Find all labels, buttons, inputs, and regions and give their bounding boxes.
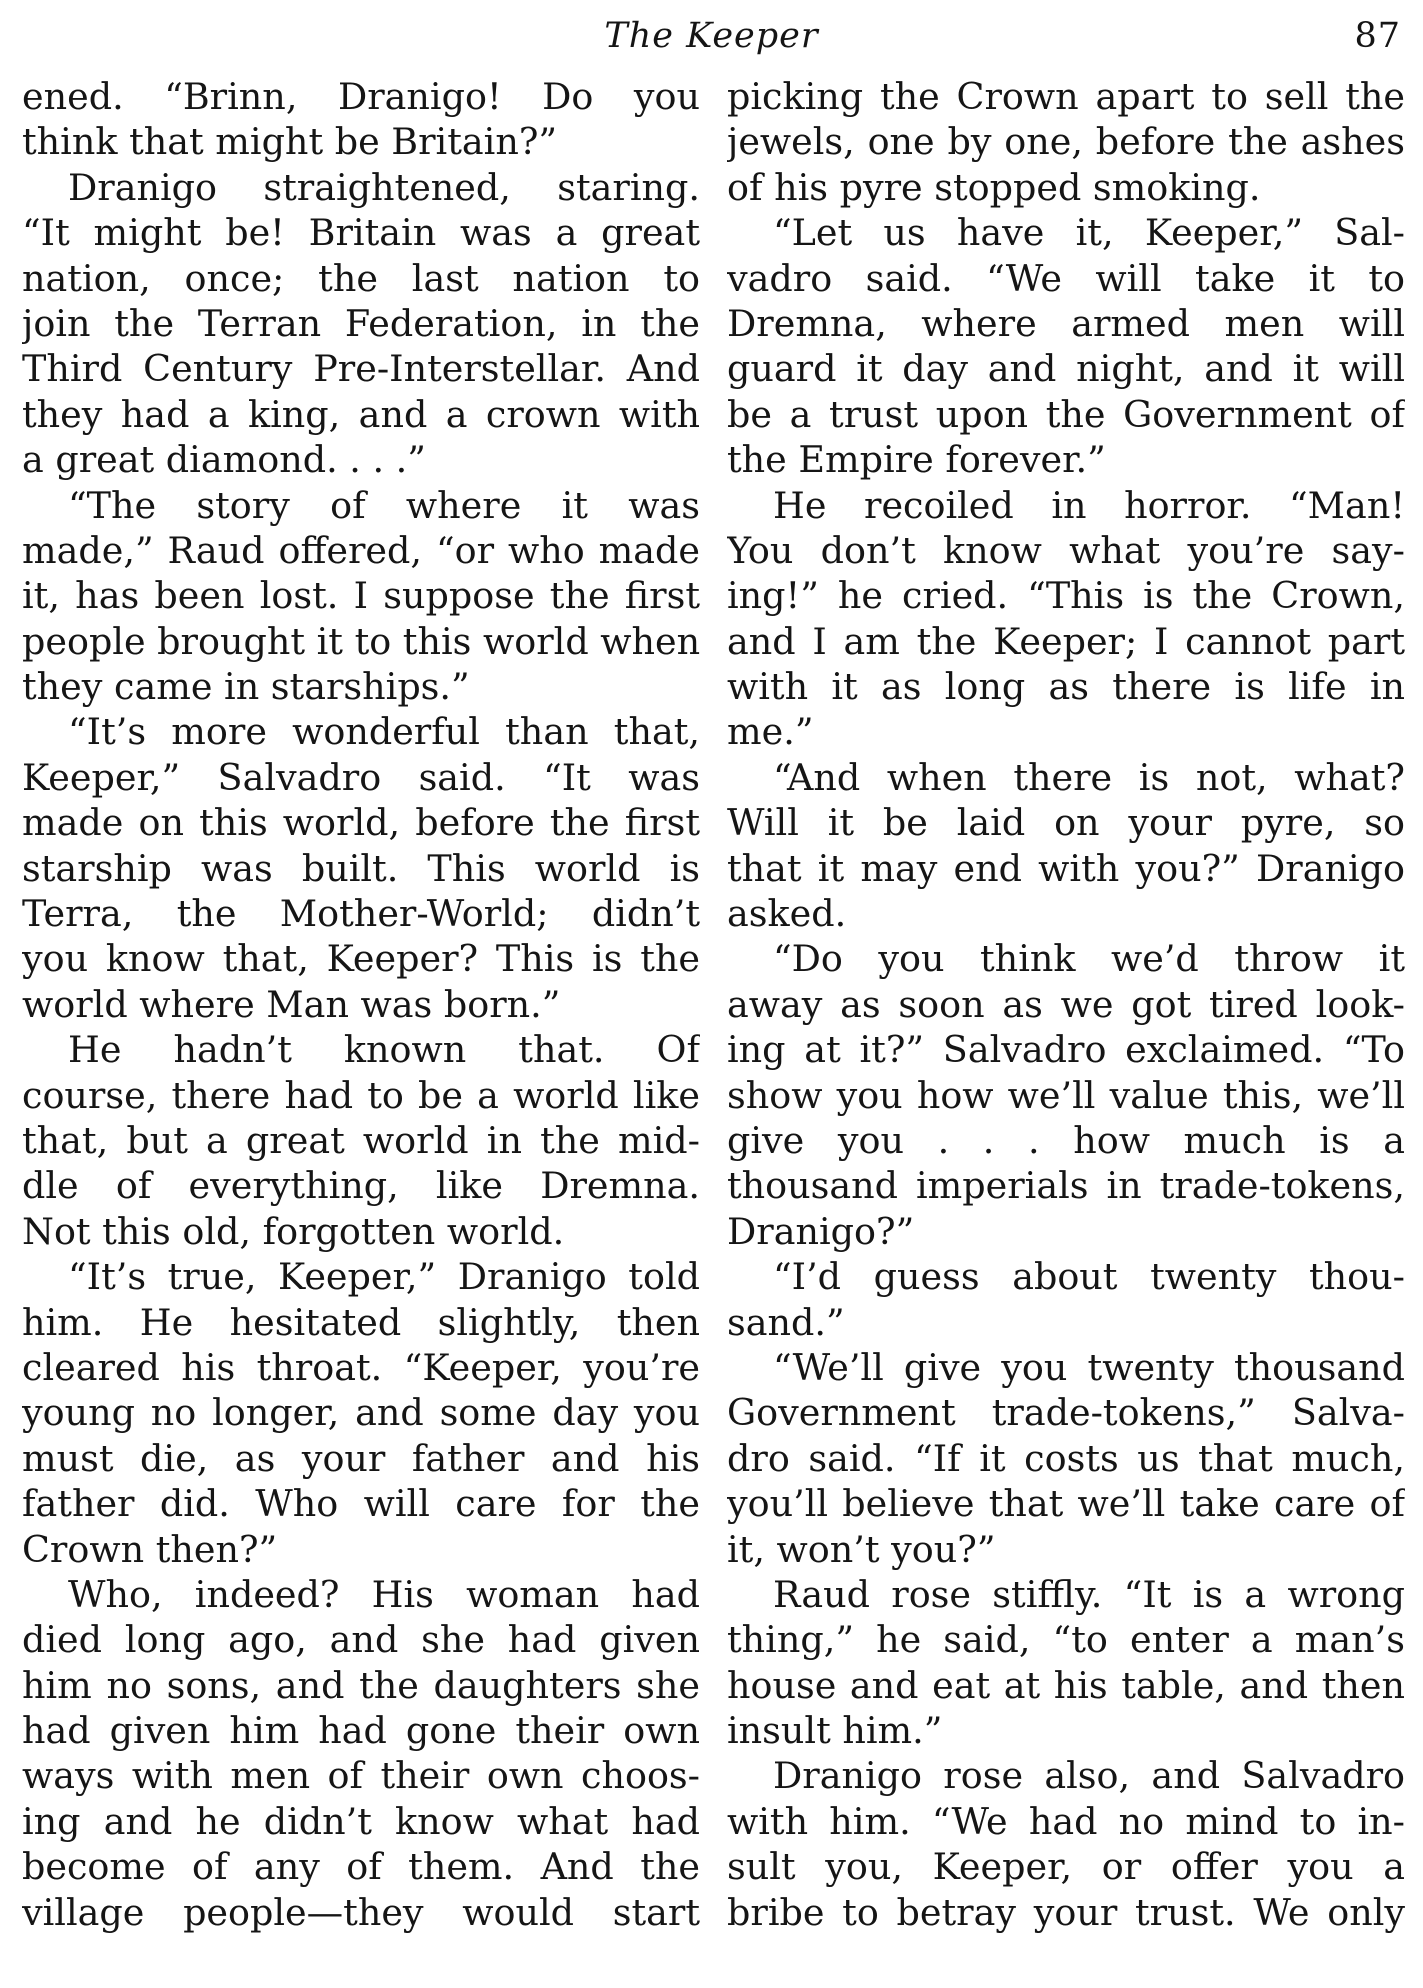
text-line: give you . . . how much is a [727, 1118, 1405, 1162]
right-text-column [727, 74, 1405, 1935]
text-line: made on this world, before the first [22, 801, 700, 845]
text-line: He recoiled in horror. “Man! [773, 483, 1405, 527]
text-line: ways with men of their own choos- [22, 1754, 700, 1798]
text-line: Will it be laid on your pyre, so [727, 801, 1405, 845]
text-line: dle of everything, like Dremna. [22, 1164, 700, 1208]
text-line: ing at it?” Salvadro exclaimed. “To [727, 1028, 1405, 1072]
text-line: thousand imperials in trade-tokens, [727, 1164, 1405, 1208]
text-line: it, has been lost. I suppose the first [22, 574, 700, 618]
text-line: with it as long as there is life in [727, 665, 1405, 709]
text-line: they had a king, and a crown with [22, 392, 700, 436]
text-line: “It’s more wonderful than that, [68, 710, 700, 754]
text-line: the Empire forever.” [727, 438, 1106, 482]
text-line: Third Century Pre-Interstellar. And [22, 347, 700, 391]
left-text-column [22, 74, 700, 1935]
text-line: “I’d guess about twenty thou- [773, 1255, 1405, 1299]
text-line: Who, indeed? His woman had [68, 1572, 700, 1616]
text-line: Dranigo straightened, staring. [68, 165, 700, 209]
text-line: Government trade-tokens,” Salva- [727, 1391, 1405, 1435]
text-line: jewels, one by one, before the ashes [727, 120, 1405, 164]
text-line: “Let us have it, Keeper,” Sal- [773, 211, 1405, 255]
text-line: thing,” he said, “to enter a man’s [727, 1618, 1405, 1662]
text-line: Keeper,” Salvadro said. “It was [22, 755, 700, 799]
text-line: ing and he didn’t know what had [22, 1799, 700, 1843]
text-line: people brought it to this world when [22, 619, 700, 663]
text-line: picking the Crown apart to sell the [727, 75, 1405, 118]
text-line: become of any of them. And the [22, 1845, 700, 1889]
text-line: You don’t know what you’re say- [727, 528, 1405, 572]
text-line: show you how we’ll value this, we’ll [727, 1073, 1405, 1117]
text-line: it, won’t you?” [727, 1527, 996, 1571]
text-line: father did. Who will care for the [22, 1482, 700, 1526]
text-line: Dranigo rose also, and Salvadro [773, 1754, 1405, 1798]
text-line: you know that, Keeper? This is the [22, 937, 700, 981]
text-line: guard it day and night, and it will [727, 347, 1405, 391]
text-line: a great diamond. . . .” [22, 438, 426, 482]
text-line: world where Man was born.” [22, 982, 561, 1026]
text-line: cleared his throat. “Keeper, you’re [22, 1345, 700, 1389]
text-line: sand.” [727, 1300, 845, 1344]
text-line: He hadn’t known that. Of [68, 1028, 700, 1072]
text-line: Crown then?” [22, 1527, 278, 1571]
text-line: must die, as your father and his [22, 1436, 700, 1480]
text-line: “It’s true, Keeper,” Dranigo told [68, 1255, 700, 1299]
text-line: join the Terran Federation, in the [22, 301, 700, 345]
running-title: The Keeper [604, 16, 819, 56]
text-line: Not this old, forgotten world. [22, 1209, 565, 1253]
text-line: with him. “We had no mind to in- [727, 1799, 1405, 1843]
text-line: made,” Raud offered, “or who made [22, 528, 700, 572]
text-line: “It might be! Britain was a great [22, 211, 700, 255]
text-line: ing!” he cried. “This is the Crown, [727, 574, 1405, 618]
text-line: “And when there is not, what? [773, 755, 1405, 799]
text-line: asked. [727, 892, 847, 936]
text-line: died long ago, and she had given [22, 1618, 700, 1662]
text-line: me.” [727, 710, 814, 754]
text-line: be a trust upon the Government of [727, 392, 1405, 436]
text-line: that, but a great world in the mid- [22, 1118, 700, 1162]
text-line: of his pyre stopped smoking. [727, 165, 1261, 209]
page-number: 87 [1354, 16, 1401, 56]
text-line: Dranigo?” [727, 1209, 915, 1253]
text-line: you’ll believe that we’ll take care of [727, 1482, 1405, 1526]
text-line: vadro said. “We will take it to [727, 256, 1405, 300]
text-line: ened. “Brinn, Dranigo! Do you [22, 75, 700, 118]
text-line: “Do you think we’d throw it [773, 937, 1405, 981]
page-header [0, 0, 1423, 62]
text-line: insult him.” [727, 1709, 943, 1753]
text-line: nation, once; the last nation to [22, 256, 700, 300]
text-line: think that might be Britain?” [22, 120, 558, 164]
text-line: village people—they would start [22, 1890, 700, 1934]
text-line: house and eat at his table, and then [727, 1663, 1405, 1707]
text-line: bribe to betray your trust. We only [727, 1890, 1405, 1934]
text-line: him. He hesitated slightly, then [22, 1300, 700, 1344]
text-line: that it may end with you?” Dranigo [727, 846, 1405, 890]
text-line: starship was built. This world is [22, 846, 700, 890]
text-line: Dremna, where armed men will [727, 301, 1405, 345]
text-line: Terra, the Mother-World; didn’t [22, 892, 700, 936]
text-line: sult you, Keeper, or offer you a [727, 1845, 1405, 1889]
text-line: “We’ll give you twenty thousand [773, 1345, 1405, 1389]
text-line: had given him had gone their own [22, 1709, 700, 1753]
text-line: away as soon as we got tired look- [727, 982, 1405, 1026]
text-line: course, there had to be a world like [22, 1073, 700, 1117]
text-line: dro said. “If it costs us that much, [727, 1436, 1405, 1480]
text-line: him no sons, and the daughters she [22, 1663, 700, 1707]
text-line: young no longer, and some day you [22, 1391, 700, 1435]
text-line: they came in starships.” [22, 665, 470, 709]
text-line: and I am the Keeper; I cannot part [727, 619, 1405, 663]
text-line: “The story of where it was [68, 483, 700, 527]
text-line: Raud rose stiffly. “It is a wrong [773, 1572, 1405, 1616]
